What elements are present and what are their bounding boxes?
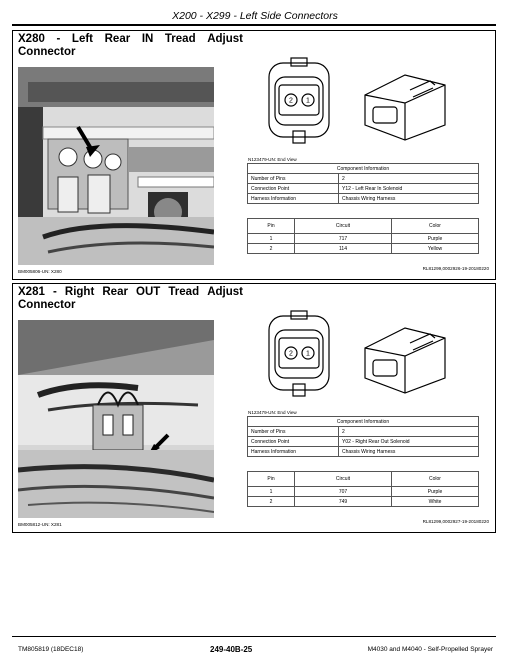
title-line-2: Connector <box>18 46 76 58</box>
title-word: Rear <box>102 286 128 298</box>
connector-drawings <box>255 55 455 155</box>
connector-isometric-view <box>365 75 445 140</box>
title-word: IN <box>141 33 154 45</box>
color-cell: White <box>392 497 479 507</box>
pin-table <box>247 218 479 254</box>
title-word: - <box>52 286 57 298</box>
section-title <box>18 286 243 312</box>
component-info-table <box>247 416 479 457</box>
title-word: Tread <box>164 33 196 45</box>
title-word: Left <box>71 33 94 45</box>
pin-number-2: 2 <box>289 97 293 105</box>
info-label: Number of Pins <box>248 174 339 184</box>
connector-end-view <box>269 311 329 396</box>
title-word: X281 <box>18 286 45 298</box>
title-word: Adjust <box>207 286 243 298</box>
color-cell: Purple <box>392 234 479 244</box>
title-word: X280 <box>18 33 45 45</box>
info-label: Number of Pins <box>248 427 339 437</box>
circuit-cell: 707 <box>295 487 392 497</box>
photo-caption: BM005806-UN: X280 <box>18 269 62 274</box>
figure-id: RL81299,0002926-19-20180220 <box>422 266 489 271</box>
connector-isometric-view <box>365 328 445 393</box>
table-row <box>248 487 479 497</box>
table-row <box>248 244 479 254</box>
circuit-cell: 114 <box>295 244 392 254</box>
title-word: Tread <box>168 286 200 298</box>
title-word: - <box>56 33 61 45</box>
pin-cell: 1 <box>248 487 295 497</box>
info-value: Y12 - Left Rear In Solenoid <box>339 184 479 194</box>
title-word: Rear <box>104 33 131 45</box>
title-word: Right <box>64 286 95 298</box>
table-row <box>248 174 479 184</box>
title-word: Adjust <box>207 33 243 45</box>
info-label: Connection Point <box>248 184 339 194</box>
info-label: Harness Information <box>248 194 339 204</box>
info-label: Harness Information <box>248 447 339 457</box>
info-header: Component Information <box>248 164 479 174</box>
pin-cell: 1 <box>248 234 295 244</box>
circuit-cell: 749 <box>295 497 392 507</box>
pin-cell: 2 <box>248 497 295 507</box>
table-row <box>248 447 479 457</box>
table-row <box>248 497 479 507</box>
section-title <box>18 33 243 59</box>
info-value: 2 <box>339 427 479 437</box>
pin-number-2: 2 <box>289 350 293 358</box>
pin-number-1: 1 <box>306 97 310 105</box>
pin-cell: 2 <box>248 244 295 254</box>
figure-id: RL81299,0002927-19-20180220 <box>422 519 489 524</box>
info-value: Chassis Wiring Harness <box>339 447 479 457</box>
photo-caption: BM005812-UN: X281 <box>18 522 62 527</box>
table-row <box>248 427 479 437</box>
connector-section-x281 <box>12 283 496 533</box>
page-header-title: X200 - X299 - Left Side Connectors <box>172 10 338 22</box>
view-caption: N123479-UN: End View <box>248 410 297 415</box>
pin-table <box>247 471 479 507</box>
col-header-circuit: Circuit <box>295 219 392 234</box>
color-cell: Yellow <box>392 244 479 254</box>
col-header-pin: Pin <box>248 472 295 487</box>
view-caption: N123479-UN: End View <box>248 157 297 162</box>
connector-drawings <box>255 308 455 408</box>
product-name: M4030 and M4040 - Self-Propelled Sprayer <box>367 646 493 653</box>
page-number: 249-40B-25 <box>210 645 253 654</box>
col-header-circuit: Circuit <box>295 472 392 487</box>
manual-id: TM805819 (18DEC18) <box>18 646 84 653</box>
location-photo <box>18 67 214 265</box>
circuit-cell: 717 <box>295 234 392 244</box>
connector-section-x280 <box>12 30 496 280</box>
page-footer <box>0 630 510 660</box>
location-photo <box>18 320 214 518</box>
info-header: Component Information <box>248 417 479 427</box>
info-label: Connection Point <box>248 437 339 447</box>
info-value: 2 <box>339 174 479 184</box>
title-line-2: Connector <box>18 299 76 311</box>
info-value: Chassis Wiring Harness <box>339 194 479 204</box>
connector-end-view <box>269 58 329 143</box>
table-row <box>248 194 479 204</box>
header-rule <box>12 24 496 26</box>
color-cell: Purple <box>392 487 479 497</box>
table-row <box>248 437 479 447</box>
info-value: Y02 - Right Rear Out Solenoid <box>339 437 479 447</box>
component-info-table <box>247 163 479 204</box>
col-header-color: Color <box>392 219 479 234</box>
col-header-color: Color <box>392 472 479 487</box>
pin-number-1: 1 <box>306 350 310 358</box>
col-header-pin: Pin <box>248 219 295 234</box>
table-row <box>248 234 479 244</box>
footer-rule <box>12 636 496 637</box>
table-row <box>248 184 479 194</box>
title-word: OUT <box>136 286 161 298</box>
page-header <box>0 0 510 27</box>
